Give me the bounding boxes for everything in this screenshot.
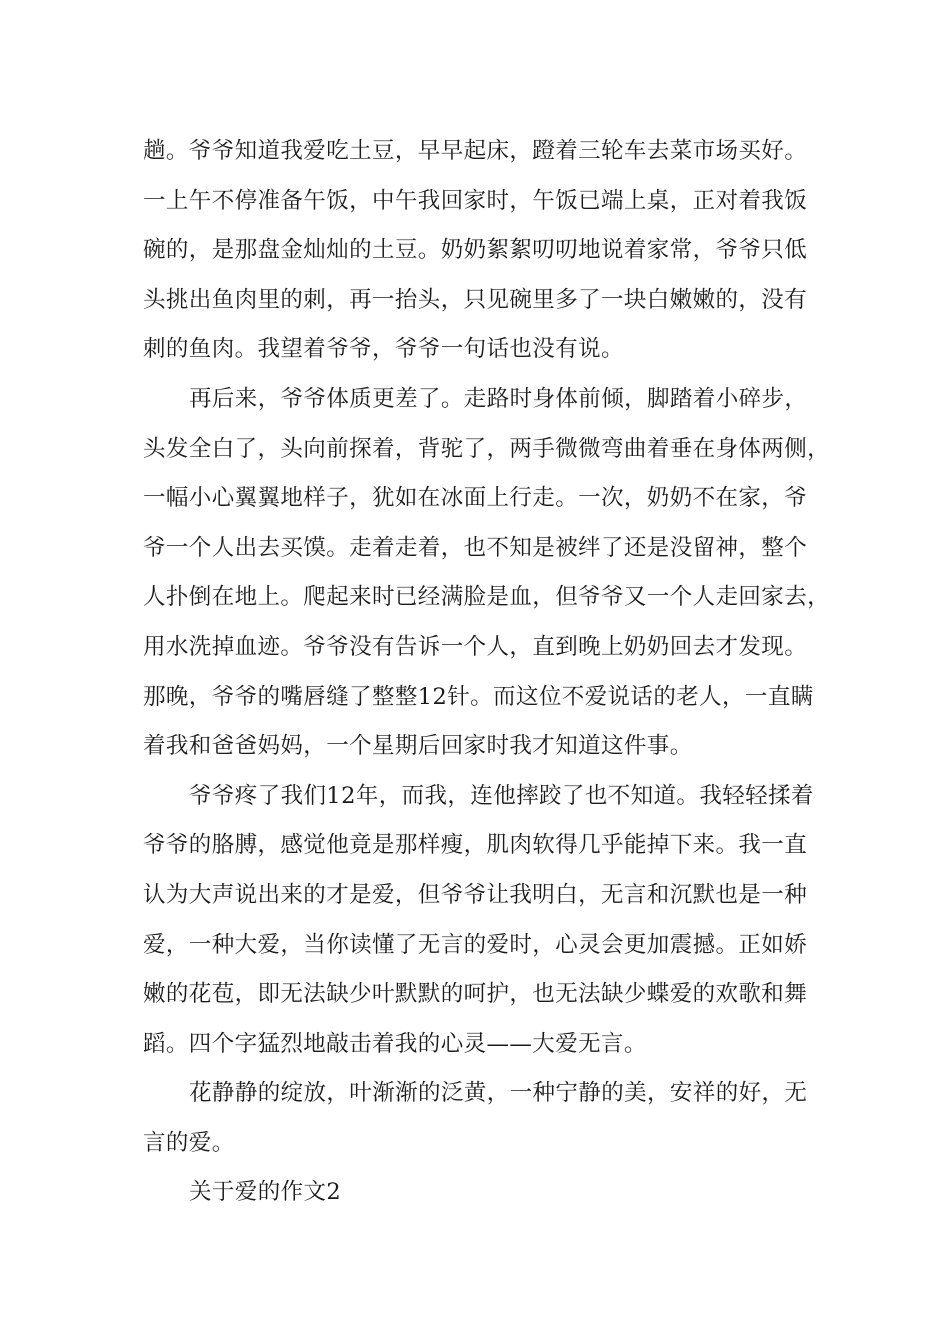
text-line: 着我和爸爸妈妈，一个星期后回家时我才知道这件事。 xyxy=(143,733,693,760)
text-line: 一幅小心翼翼地样子，犹如在冰面上行走。一次，奶奶不在家，爷 xyxy=(143,485,808,512)
text-line: 刺的鱼肉。我望着爷爷，爷爷一句话也没有说。 xyxy=(143,336,624,363)
text-line: 认为大声说出来的才是爱，但爷爷让我明白，无言和沉默也是一种 xyxy=(143,881,808,908)
text-line: 一上午不停准备午饭，中午我回家时，午饭已端上桌，正对着我饭 xyxy=(143,187,808,214)
text-line: 蹈。四个字猛烈地敲击着我的心灵——大爱无言。 xyxy=(143,1030,647,1057)
text-line: 言的爱。 xyxy=(143,1129,235,1156)
text-line: 碗的，是那盘金灿灿的土豆。奶奶絮絮叨叨地说着家常，爷爷只低 xyxy=(143,237,808,264)
text-line: 趟。爷爷知道我爱吃土豆，早早起床，蹬着三轮车去菜市场买好。 xyxy=(143,138,808,164)
text-line: 爱，一种大爱，当你读懂了无言的爱时，心灵会更加震撼。正如娇 xyxy=(143,931,808,958)
text-line: 那晚，爷爷的嘴唇缝了整整12针。而这位不爱说话的老人，一直瞒 xyxy=(143,683,814,710)
text-line: 头挑出鱼肉里的刺，再一抬头，只见碗里多了一块白嫩嫩的，没有 xyxy=(143,286,808,313)
essay-body xyxy=(143,127,831,1218)
paragraph-start-line: 爷爷疼了我们12年，而我，连他摔跤了也不知道。我轻轻揉着 xyxy=(189,782,814,809)
text-line: 爷一个人出去买馍。走着走着，也不知是被绊了还是没留神，整个 xyxy=(143,534,808,561)
paragraph-start-line: 花静静的绽放，叶渐渐的泛黄，一种宁静的美，安祥的好，无 xyxy=(189,1080,808,1107)
paragraph-start-line: 再后来，爷爷体质更差了。走路时身体前倾，脚踏着小碎步， xyxy=(189,385,808,412)
section-heading: 关于爱的作文2 xyxy=(189,1179,342,1206)
text-line: 用水洗掉血迹。爷爷没有告诉一个人，直到晚上奶奶回去才发现。 xyxy=(143,633,808,660)
text-line: 爷爷的胳膊，感觉他竟是那样瘦，肌肉软得几乎能掉下来。我一直 xyxy=(143,832,808,859)
text-line: 嫩的花苞，即无法缺少叶默默的呵护，也无法缺少蝶爱的欢歌和舞 xyxy=(143,981,808,1008)
text-line: 头发全白了，头向前探着，背驼了，两手微微弯曲着垂在身体两侧， xyxy=(143,435,831,462)
text-line: 人扑倒在地上。爬起来时已经满脸是血，但爷爷又一个人走回家去， xyxy=(143,584,831,611)
